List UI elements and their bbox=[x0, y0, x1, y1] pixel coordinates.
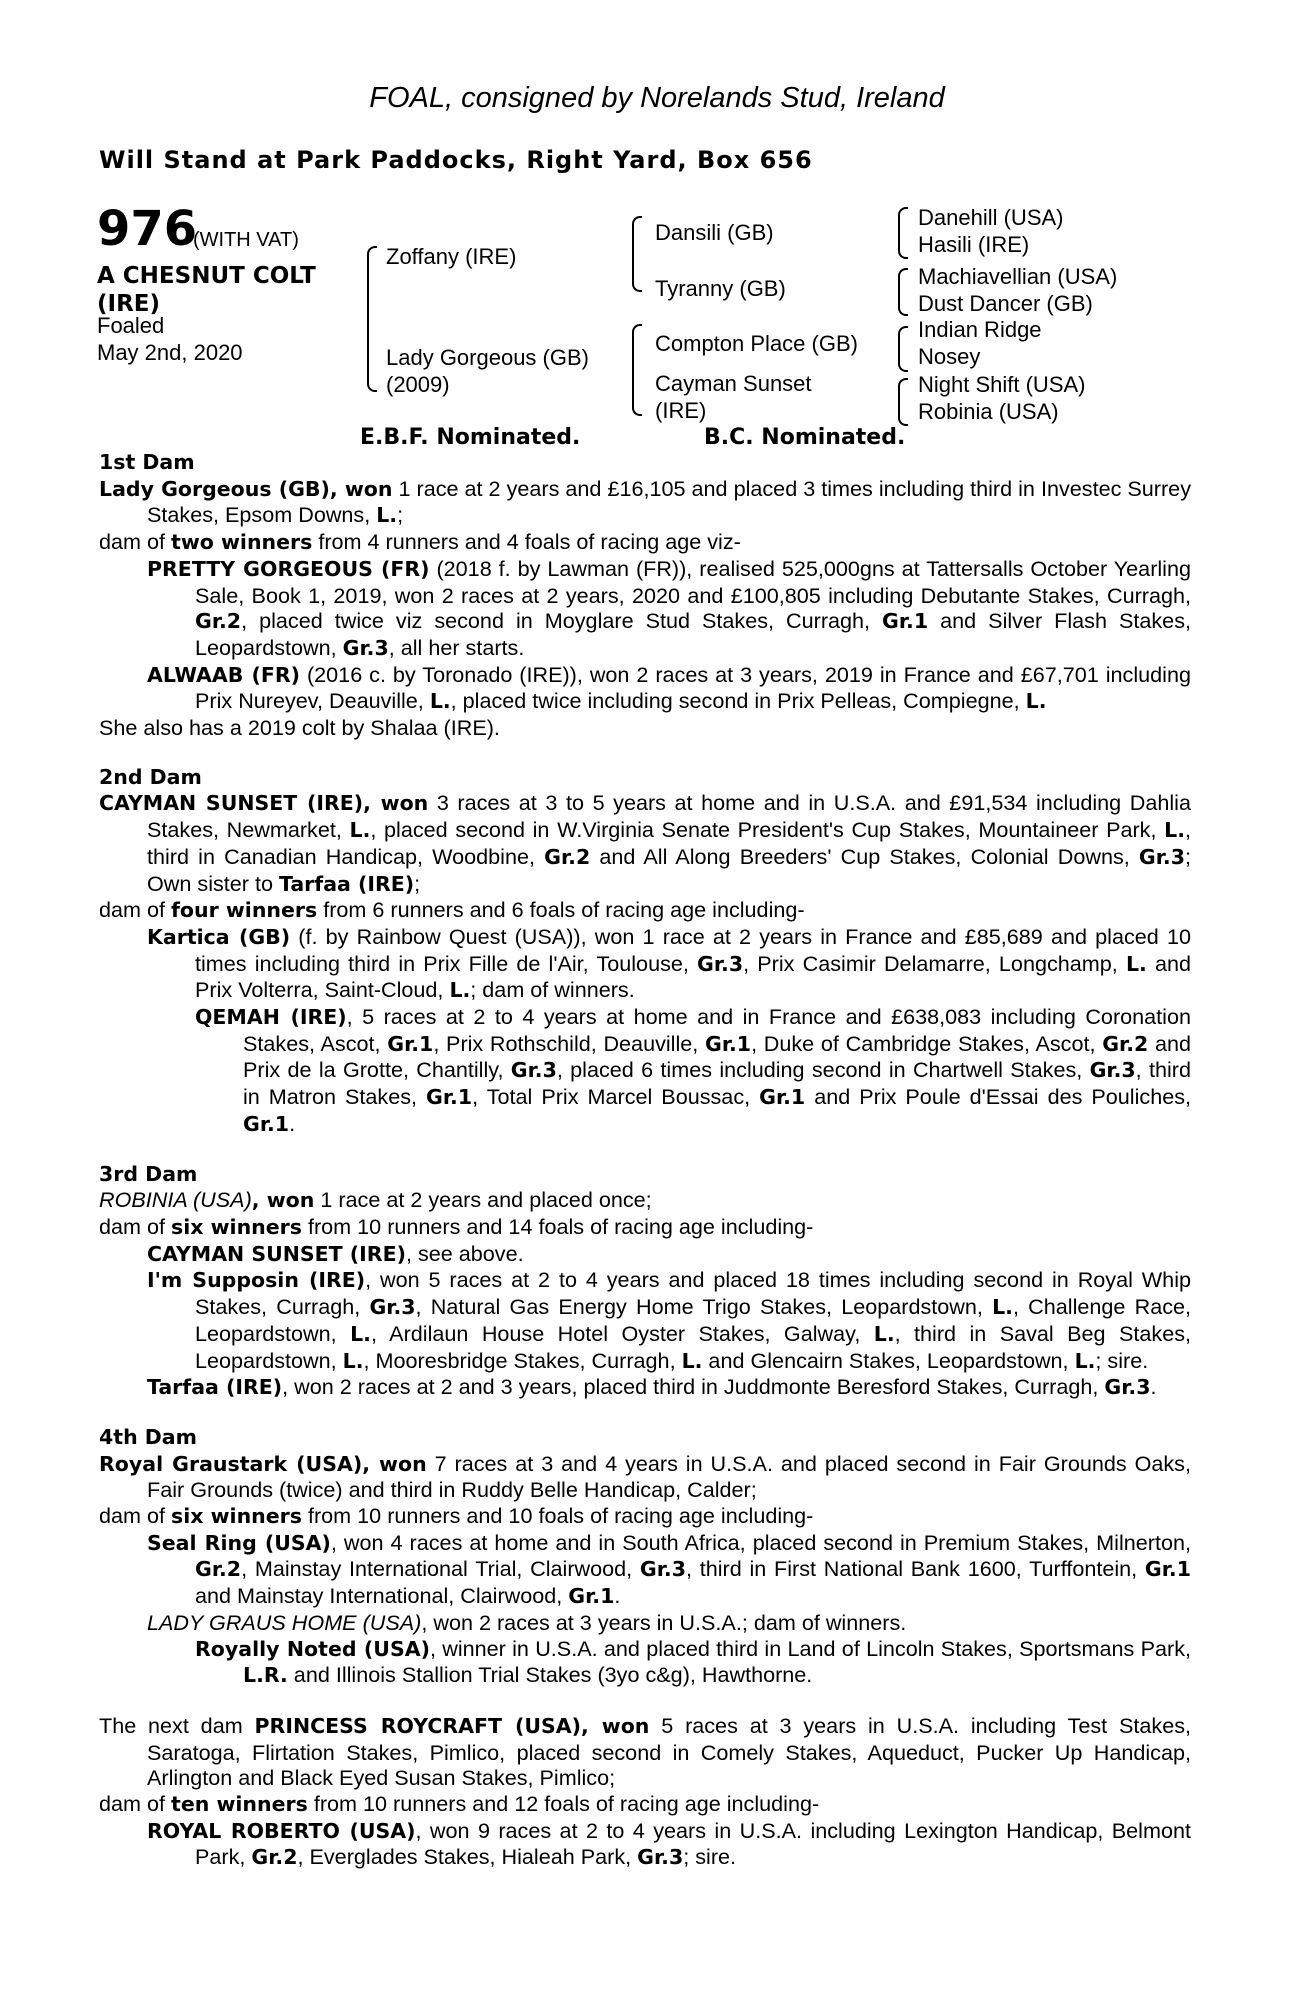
text: 5 races at 3 years in U.S.A. including Test Stakes, Saratoga, Flirtation Stakes, Pimlico, placed second in Comely Stakes, Aqueduct, Pucker Up Handicap, Arlington and Black Eyed Susan Stakes, Pimlico; bbox=[147, 1712, 1192, 1791]
dam3-heading: 3rd Dam bbox=[99, 1161, 198, 1186]
pedigree-dsd: Nosey bbox=[918, 344, 981, 369]
dam3-progeny-1 bbox=[147, 1241, 1191, 1268]
text: , won 2 races at 3 years in U.S.A.; dam of winners. bbox=[421, 1609, 907, 1635]
text: and All Along Breeders' Cup Stakes, Colonial Downs, bbox=[590, 843, 1139, 869]
text: , Duke of Cambridge Stakes, Ascot, bbox=[751, 1030, 1103, 1056]
horse-name: Lady Gorgeous (GB), won bbox=[99, 476, 393, 501]
text: , winner in U.S.A. and placed third in Land of Lincoln Stakes, Sportsmans Park, bbox=[429, 1635, 1191, 1661]
text: . bbox=[289, 1110, 296, 1136]
dam3-produce-summary bbox=[99, 1214, 1191, 1241]
text: , placed twice viz second in Moyglare Stud Stakes, Curragh, bbox=[241, 608, 883, 634]
nextdam-produce-summary bbox=[99, 1791, 1191, 1818]
text: from 6 runners and 6 foals of racing age including- bbox=[317, 897, 805, 923]
grade: Gr.3 bbox=[510, 1058, 557, 1083]
dam2-produce-summary bbox=[99, 897, 1191, 924]
horse-name: I'm Supposin (IRE) bbox=[147, 1268, 366, 1293]
text: , placed second in W.Virginia Senate President's Cup Stakes, Mountaineer Park, bbox=[370, 817, 1165, 843]
consignor-line: FOAL, consigned by Norelands Stud, Ireland bbox=[369, 82, 945, 114]
grade: Gr.3 bbox=[342, 635, 389, 660]
grade: Gr.3 bbox=[1104, 1375, 1151, 1400]
horse-name: QEMAH (IRE) bbox=[195, 1005, 347, 1030]
text: , third in Canadian Handicap, Woodbine, bbox=[147, 817, 1191, 869]
grade: Gr.2 bbox=[1102, 1031, 1149, 1056]
text: (2018 f. by Lawman (FR)), realised 525,000gns at Tattersalls October Yearling Sale, Book 1, 2019, won 2 races at 2 years, 2020 and £100,805 including Debutante Stakes, Curragh, bbox=[195, 555, 1191, 608]
pedigree-bracket-dam bbox=[632, 324, 642, 416]
text: 1 race at 2 years and £16,105 and placed 3 times including third in Investec Surrey Stakes, Epsom Downs, bbox=[147, 475, 1191, 528]
pedigree-4th-gen-1 bbox=[918, 204, 1064, 258]
lot-description bbox=[97, 262, 316, 318]
dam1-race-record bbox=[99, 476, 1191, 529]
grade: Gr.1 bbox=[759, 1085, 806, 1110]
pedigree-sds: Machiavellian (USA) bbox=[918, 264, 1118, 289]
grade: L. bbox=[342, 1348, 364, 1373]
foaled-label: Foaled bbox=[97, 313, 165, 338]
winners-count: ten winners bbox=[171, 1792, 308, 1817]
dam1-produce-summary bbox=[99, 529, 1191, 556]
text: 1 race at 2 years and placed once; bbox=[314, 1187, 652, 1213]
grade: Gr.2 bbox=[251, 1845, 298, 1870]
text: , Mooresbridge Stakes, Curragh, bbox=[363, 1347, 682, 1373]
grade: L. bbox=[873, 1321, 895, 1346]
grade: Gr.3 bbox=[697, 951, 744, 976]
horse-name: CAYMAN SUNSET (IRE), won bbox=[99, 791, 429, 816]
horse-name: ALWAAB (FR) bbox=[147, 662, 301, 687]
pedigree-sss: Danehill (USA) bbox=[918, 205, 1064, 230]
pedigree-dss: Indian Ridge bbox=[918, 317, 1042, 342]
grade: Gr.3 bbox=[1138, 844, 1185, 869]
pedigree-bracket-ss bbox=[898, 207, 908, 259]
dam4-progeny-1 bbox=[147, 1530, 1191, 1610]
grade: Gr.1 bbox=[243, 1111, 290, 1136]
text: , placed twice including second in Prix Pelleas, Compiegne, bbox=[450, 688, 1026, 714]
lot-country: (IRE) bbox=[97, 291, 161, 317]
dam4-race-record bbox=[99, 1451, 1191, 1503]
text: (2016 c. by Toronado (IRE)), won 2 races at 3 years, 2019 in France and £67,701 including Prix Nureyev, Deauville, bbox=[195, 661, 1191, 714]
dam4-grand-progeny bbox=[195, 1636, 1191, 1689]
pedigree-dam bbox=[386, 344, 589, 398]
pedigree-dam-dam bbox=[655, 370, 812, 424]
text: dam of bbox=[99, 897, 172, 923]
text: , Total Prix Marcel Boussac, bbox=[472, 1084, 760, 1110]
bc-nomination: B.C. Nominated. bbox=[704, 425, 906, 450]
grade: L. bbox=[1125, 951, 1147, 976]
text: and Prix de la Grotte, Chantilly, bbox=[243, 1030, 1192, 1083]
grade: L. bbox=[349, 818, 371, 843]
pedigree-dam-year: (2009) bbox=[386, 372, 450, 397]
text: dam of bbox=[99, 1503, 172, 1529]
text: The next dam bbox=[99, 1712, 255, 1738]
horse-name: Tarfaa (IRE) bbox=[279, 871, 415, 896]
grade: Gr.1 bbox=[426, 1085, 473, 1110]
horse-name: PRETTY GORGEOUS (FR) bbox=[147, 556, 430, 581]
pedigree-bracket-ds bbox=[898, 326, 908, 372]
pedigree-bracket-sd bbox=[898, 268, 908, 316]
text: , won 9 races at 2 to 4 years in U.S.A. including Lexington Handicap, Belmont Park, bbox=[195, 1817, 1191, 1870]
horse-name: Tarfaa (IRE) bbox=[147, 1375, 283, 1400]
text: dam of bbox=[99, 1213, 172, 1239]
text: , Everglades Stakes, Hialeah Park, bbox=[297, 1844, 638, 1870]
pedigree-dam-dam-name: Cayman Sunset bbox=[655, 371, 812, 396]
text: , all her starts. bbox=[388, 634, 525, 660]
nextdam-race-record bbox=[99, 1713, 1191, 1791]
horse-name: ROYAL ROBERTO (USA) bbox=[147, 1818, 416, 1843]
text: , won 2 races at 2 and 3 years, placed third in Juddmonte Beresford Stakes, Curragh, bbox=[282, 1374, 1105, 1400]
text: , Natural Gas Energy Home Trigo Stakes, Leopardstown, bbox=[415, 1294, 993, 1320]
dam3-progeny-3 bbox=[147, 1374, 1191, 1401]
grade: Gr.1 bbox=[568, 1584, 615, 1609]
text: . bbox=[1150, 1374, 1157, 1400]
grade: L. bbox=[429, 689, 451, 714]
horse-name: Kartica (GB) bbox=[147, 924, 291, 949]
dam3-race-record bbox=[99, 1187, 1191, 1214]
grade: Gr.2 bbox=[195, 609, 242, 634]
text: and Illinois Stallion Trial Stakes (3yo c&g), Hawthorne. bbox=[287, 1662, 813, 1688]
text: ; sire. bbox=[683, 1844, 737, 1870]
grade: Gr.2 bbox=[544, 844, 591, 869]
pedigree-dds: Night Shift (USA) bbox=[918, 372, 1086, 397]
winners-count: two winners bbox=[171, 530, 313, 555]
text: , Prix Casimir Delamarre, Longchamp, bbox=[743, 950, 1126, 976]
pedigree-ssd: Hasili (IRE) bbox=[918, 232, 1030, 257]
text: from 10 runners and 14 foals of racing age including- bbox=[301, 1213, 814, 1239]
text: and Prix Poule d'Essai des Pouliches, bbox=[805, 1084, 1192, 1110]
text: ; bbox=[397, 502, 404, 528]
text: , see above. bbox=[405, 1240, 524, 1266]
dam1-progeny-2 bbox=[147, 662, 1191, 715]
grade: Gr.1 bbox=[705, 1031, 752, 1056]
text: , won 5 races at 2 to 4 years and placed 18 times including second in Royal Whip Stakes, Curragh, bbox=[195, 1267, 1191, 1320]
text: , Prix Rothschild, Deauville, bbox=[433, 1030, 705, 1056]
pedigree-sire: Zoffany (IRE) bbox=[386, 244, 517, 269]
text: ; dam of winners. bbox=[470, 977, 635, 1003]
dam2-race-record bbox=[99, 790, 1191, 897]
text: and Mainstay International, Clairwood, bbox=[195, 1583, 569, 1609]
grade: L. bbox=[681, 1348, 703, 1373]
text: , won 4 races at home and in South Africa, placed second in Premium Stakes, Milnerton, bbox=[330, 1529, 1191, 1555]
pedigree-4th-gen-3 bbox=[918, 316, 1042, 370]
dam4-produce-summary bbox=[99, 1503, 1191, 1530]
pedigree-sdd: Dust Dancer (GB) bbox=[918, 291, 1093, 316]
won-label: , won bbox=[251, 1188, 315, 1213]
winners-count: four winners bbox=[171, 898, 318, 923]
text: . bbox=[614, 1583, 621, 1609]
grade: L.R. bbox=[243, 1663, 288, 1688]
pedigree-4th-gen-2 bbox=[918, 263, 1117, 317]
lot-sex: A CHESNUT COLT bbox=[97, 263, 316, 289]
winners-count: six winners bbox=[171, 1214, 302, 1239]
vat-note: (WITH VAT) bbox=[193, 229, 299, 251]
text: and Prix Volterra, Saint-Cloud, bbox=[195, 950, 1191, 1003]
dam4-heading: 4th Dam bbox=[99, 1424, 198, 1449]
pedigree-dam-dam-country: (IRE) bbox=[655, 398, 707, 423]
pedigree-notes bbox=[99, 450, 1191, 1871]
dam2-heading: 2nd Dam bbox=[99, 764, 202, 789]
text: dam of bbox=[99, 1791, 172, 1817]
text: dam of bbox=[99, 529, 172, 555]
winners-count: six winners bbox=[171, 1504, 302, 1529]
horse-name: Royal Graustark (USA), won bbox=[99, 1451, 427, 1476]
text: and Glencairn Stakes, Leopardstown, bbox=[702, 1347, 1075, 1373]
grade: Gr.3 bbox=[637, 1845, 684, 1870]
text: (f. by Rainbow Quest (USA)), won 1 race at 2 years in France and £85,689 and placed 10 times including third in Prix Fille de l'Air, Toulouse, bbox=[195, 923, 1191, 976]
dam2-progeny-1 bbox=[147, 924, 1191, 1004]
grade: Gr.3 bbox=[1089, 1058, 1136, 1083]
dam3-progeny-2 bbox=[147, 1267, 1191, 1374]
text: , Ardilaun House Hotel Oyster Stakes, Galway, bbox=[370, 1320, 874, 1346]
stand-location: Will Stand at Park Paddocks, Right Yard, Box 656 bbox=[99, 146, 813, 174]
grade: L. bbox=[376, 503, 398, 528]
grade: L. bbox=[1074, 1348, 1096, 1373]
grade: L. bbox=[449, 978, 471, 1003]
foaled-info bbox=[97, 312, 243, 366]
grade: Gr.3 bbox=[639, 1557, 686, 1582]
text: and Silver Flash Stakes, Leopardstown, bbox=[195, 608, 1191, 660]
grade: L. bbox=[1025, 689, 1047, 714]
ebf-nomination: E.B.F. Nominated. bbox=[360, 425, 581, 450]
text: from 10 runners and 12 foals of racing age including- bbox=[307, 1791, 820, 1817]
grade: L. bbox=[992, 1295, 1013, 1320]
grade: Gr.3 bbox=[369, 1295, 416, 1320]
pedigree-dam-sire: Compton Place (GB) bbox=[655, 331, 858, 356]
text: , 5 races at 2 to 4 years at home and in France and £638,083 including Coronation Stakes, Ascot, bbox=[243, 1004, 1191, 1056]
pedigree-ddd: Robinia (USA) bbox=[918, 399, 1059, 424]
pedigree-bracket-sire bbox=[632, 216, 642, 292]
dam2-grand-progeny bbox=[195, 1004, 1191, 1138]
grade: Gr.1 bbox=[882, 609, 929, 634]
text: , third in First National Bank 1600, Turffontein, bbox=[685, 1556, 1145, 1582]
horse-name: CAYMAN SUNSET (IRE) bbox=[147, 1241, 406, 1266]
text: 3 races at 3 to 5 years at home and in U.S.A. and £91,534 including Dahlia Stakes, Newmarket, bbox=[147, 790, 1191, 843]
text: ; Own sister to bbox=[147, 843, 1191, 896]
text: ; bbox=[414, 870, 421, 896]
text: from 4 runners and 4 foals of racing age viz- bbox=[312, 529, 741, 555]
pedigree-bracket-dd bbox=[898, 378, 908, 426]
horse-name: ROBINIA (USA) bbox=[99, 1187, 252, 1213]
text: , third in Saval Beg Stakes, Leopardstown, bbox=[195, 1320, 1191, 1373]
horse-name: Royally Noted (USA) bbox=[195, 1636, 430, 1661]
lot-number: 976 bbox=[97, 201, 198, 257]
grade: Gr.1 bbox=[1144, 1557, 1191, 1582]
dam4-progeny-2 bbox=[147, 1610, 1191, 1636]
pedigree-bracket-main bbox=[367, 246, 377, 392]
text: , Mainstay International Trial, Clairwood, bbox=[241, 1556, 640, 1582]
dam1-progeny-1 bbox=[147, 556, 1191, 662]
pedigree-dam-name: Lady Gorgeous (GB) bbox=[386, 345, 589, 370]
grade: L. bbox=[1164, 818, 1185, 843]
text: , placed 6 times including second in Chartwell Stakes, bbox=[556, 1057, 1090, 1083]
text: , third in Matron Stakes, bbox=[243, 1057, 1191, 1110]
pedigree-4th-gen-4 bbox=[918, 371, 1086, 425]
nextdam-progeny-1 bbox=[147, 1818, 1191, 1871]
text: 7 races at 3 and 4 years in U.S.A. and placed second in Fair Grounds Oaks, Fair Grounds (twice) and third in Ruddy Belle Handicap, Calder; bbox=[147, 1450, 1191, 1503]
horse-name: LADY GRAUS HOME (USA) bbox=[147, 1609, 422, 1635]
grade: Gr.2 bbox=[195, 1557, 242, 1582]
text: , Challenge Race, Leopardstown, bbox=[195, 1294, 1192, 1346]
grade: L. bbox=[350, 1321, 371, 1346]
pedigree-sire-sire: Dansili (GB) bbox=[655, 220, 774, 245]
horse-name: Seal Ring (USA) bbox=[147, 1530, 331, 1555]
grade: Gr.1 bbox=[387, 1031, 434, 1056]
text: ; sire. bbox=[1095, 1347, 1149, 1373]
foaled-date: May 2nd, 2020 bbox=[97, 340, 243, 365]
text: from 10 runners and 10 foals of racing age including- bbox=[301, 1503, 814, 1529]
dam1-heading: 1st Dam bbox=[99, 450, 195, 474]
dam1-note: She also has a 2019 colt by Shalaa (IRE). bbox=[99, 715, 500, 741]
pedigree-sire-dam: Tyranny (GB) bbox=[655, 276, 786, 301]
horse-name: PRINCESS ROYCRAFT (USA), won bbox=[254, 1713, 650, 1738]
